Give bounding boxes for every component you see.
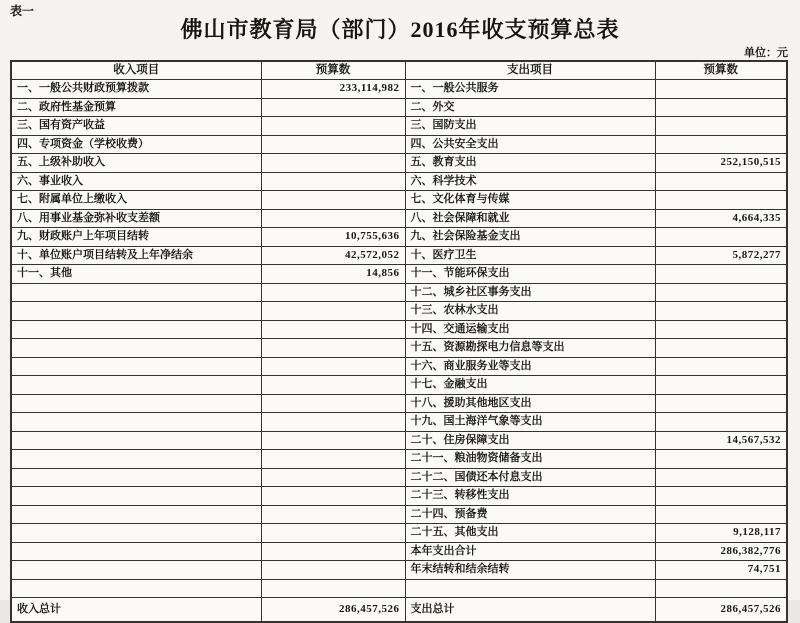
expense-amount-cell xyxy=(655,191,787,210)
income-item-cell: 三、国有资产收益 xyxy=(11,117,261,136)
income-item-cell xyxy=(11,542,261,561)
table-row xyxy=(11,339,787,358)
table-row xyxy=(11,376,787,395)
income-item-cell xyxy=(11,431,261,450)
total-row xyxy=(11,598,787,623)
expense-amount-cell xyxy=(655,450,787,469)
header-income-budget: 预算数 xyxy=(261,61,405,80)
table-row xyxy=(11,468,787,487)
expense-item-cell: 十三、农林水支出 xyxy=(405,302,655,321)
expense-item-cell: 二、外交 xyxy=(405,98,655,117)
table-row xyxy=(11,265,787,284)
expense-item-cell: 十二、城乡社区事务支出 xyxy=(405,283,655,302)
income-amount-cell xyxy=(261,191,405,210)
income-item-cell: 十一、其他 xyxy=(11,265,261,284)
expense-amount-cell xyxy=(655,339,787,358)
table-row xyxy=(11,357,787,376)
income-item-cell xyxy=(11,376,261,395)
income-item-cell xyxy=(11,357,261,376)
expense-item-cell: 三、国防支出 xyxy=(405,117,655,136)
income-amount-cell xyxy=(261,357,405,376)
table-body xyxy=(11,80,787,598)
expense-item-cell: 十八、援助其他地区支出 xyxy=(405,394,655,413)
income-item-cell xyxy=(11,339,261,358)
expense-amount-cell xyxy=(655,357,787,376)
income-item-cell: 四、专项资金（学校收费） xyxy=(11,135,261,154)
expense-amount-cell xyxy=(655,487,787,506)
table-row xyxy=(11,80,787,99)
table-row xyxy=(11,542,787,561)
expense-amount-cell xyxy=(655,579,787,598)
income-item-cell: 六、事业收入 xyxy=(11,172,261,191)
header-row xyxy=(11,61,787,80)
expense-amount-cell: 14,567,532 xyxy=(655,431,787,450)
table-row xyxy=(11,246,787,265)
income-amount-cell xyxy=(261,154,405,173)
expense-amount-cell xyxy=(655,265,787,284)
income-amount-cell xyxy=(261,283,405,302)
expense-item-cell: 二十五、其他支出 xyxy=(405,524,655,543)
expense-amount-cell xyxy=(655,117,787,136)
income-item-cell xyxy=(11,468,261,487)
income-item-cell: 七、附属单位上缴收入 xyxy=(11,191,261,210)
income-amount-cell xyxy=(261,135,405,154)
expense-amount-cell xyxy=(655,228,787,247)
income-amount-cell xyxy=(261,117,405,136)
income-item-cell xyxy=(11,561,261,580)
expense-amount-cell: 74,751 xyxy=(655,561,787,580)
sheet-label: 表一 xyxy=(10,4,35,18)
income-item-cell xyxy=(11,487,261,506)
expense-amount-cell xyxy=(655,320,787,339)
header-expense-item: 支出项目 xyxy=(405,61,655,80)
expense-amount-cell xyxy=(655,413,787,432)
income-total-amount: 286,457,526 xyxy=(261,598,405,623)
income-amount-cell xyxy=(261,339,405,358)
expense-item-cell: 六、科学技术 xyxy=(405,172,655,191)
expense-amount-cell xyxy=(655,302,787,321)
header-income-item: 收入项目 xyxy=(11,61,261,80)
income-amount-cell xyxy=(261,561,405,580)
expense-amount-cell xyxy=(655,468,787,487)
expense-amount-cell: 286,382,776 xyxy=(655,542,787,561)
income-item-cell xyxy=(11,524,261,543)
expense-amount-cell: 4,664,335 xyxy=(655,209,787,228)
expense-item-cell: 十七、金融支出 xyxy=(405,376,655,395)
income-amount-cell: 14,856 xyxy=(261,265,405,284)
income-amount-cell xyxy=(261,487,405,506)
expense-item-cell: 七、文化体育与传媒 xyxy=(405,191,655,210)
expense-item-cell: 十五、资源勘探电力信息等支出 xyxy=(405,339,655,358)
expense-amount-cell xyxy=(655,80,787,99)
expense-amount-cell xyxy=(655,98,787,117)
income-item-cell: 十、单位账户项目结转及上年净结余 xyxy=(11,246,261,265)
income-amount-cell xyxy=(261,524,405,543)
expense-total-label: 支出总计 xyxy=(405,598,655,623)
expense-item-cell: 十九、国土海洋气象等支出 xyxy=(405,413,655,432)
table-row xyxy=(11,191,787,210)
table-row xyxy=(11,228,787,247)
expense-item-cell: 二十二、国债还本付息支出 xyxy=(405,468,655,487)
table-row xyxy=(11,98,787,117)
expense-item-cell: 二十一、粮油物资储备支出 xyxy=(405,450,655,469)
expense-amount-cell xyxy=(655,394,787,413)
income-item-cell: 五、上级补助收入 xyxy=(11,154,261,173)
expense-item-cell: 二十三、转移性支出 xyxy=(405,487,655,506)
income-amount-cell xyxy=(261,450,405,469)
income-item-cell xyxy=(11,505,261,524)
table-row xyxy=(11,154,787,173)
unit-note: 单位：元 xyxy=(744,47,788,59)
table-row xyxy=(11,283,787,302)
income-item-cell xyxy=(11,413,261,432)
income-item-cell xyxy=(11,450,261,469)
income-item-cell: 八、用事业基金弥补收支差额 xyxy=(11,209,261,228)
income-item-cell xyxy=(11,320,261,339)
income-amount-cell: 10,755,636 xyxy=(261,228,405,247)
income-amount-cell xyxy=(261,505,405,524)
table-row xyxy=(11,320,787,339)
table-row xyxy=(11,431,787,450)
income-amount-cell xyxy=(261,376,405,395)
table-row xyxy=(11,561,787,580)
expense-amount-cell xyxy=(655,172,787,191)
table-row xyxy=(11,524,787,543)
expense-amount-cell xyxy=(655,283,787,302)
expense-item-cell: 十、医疗卫生 xyxy=(405,246,655,265)
income-amount-cell xyxy=(261,320,405,339)
expense-total-amount: 286,457,526 xyxy=(655,598,787,623)
expense-item-cell xyxy=(405,579,655,598)
expense-amount-cell xyxy=(655,135,787,154)
income-amount-cell: 42,572,052 xyxy=(261,246,405,265)
income-item-cell xyxy=(11,579,261,598)
income-amount-cell xyxy=(261,413,405,432)
income-item-cell xyxy=(11,283,261,302)
expense-item-cell: 十四、交通运输支出 xyxy=(405,320,655,339)
table-row xyxy=(11,413,787,432)
income-amount-cell: 233,114,982 xyxy=(261,80,405,99)
expense-item-cell: 本年支出合计 xyxy=(405,542,655,561)
income-amount-cell xyxy=(261,98,405,117)
income-amount-cell xyxy=(261,394,405,413)
income-amount-cell xyxy=(261,302,405,321)
expense-item-cell: 十一、节能环保支出 xyxy=(405,265,655,284)
income-total-label: 收入总计 xyxy=(11,598,261,623)
table-row xyxy=(11,135,787,154)
table-row xyxy=(11,117,787,136)
expense-amount-cell xyxy=(655,505,787,524)
table-row xyxy=(11,505,787,524)
table-row xyxy=(11,172,787,191)
budget-table xyxy=(10,60,788,623)
income-item-cell: 一、一般公共财政预算拨款 xyxy=(11,80,261,99)
income-item-cell: 二、政府性基金预算 xyxy=(11,98,261,117)
table-row xyxy=(11,302,787,321)
expense-item-cell: 五、教育支出 xyxy=(405,154,655,173)
table-row xyxy=(11,394,787,413)
expense-item-cell: 二十、住房保障支出 xyxy=(405,431,655,450)
page-title: 佛山市教育局（部门）2016年收支预算总表 xyxy=(180,17,620,42)
income-amount-cell xyxy=(261,579,405,598)
table-row xyxy=(11,579,787,598)
expense-item-cell: 一、一般公共服务 xyxy=(405,80,655,99)
income-amount-cell xyxy=(261,468,405,487)
expense-item-cell: 八、社会保障和就业 xyxy=(405,209,655,228)
income-amount-cell xyxy=(261,209,405,228)
income-item-cell: 九、财政账户上年项目结转 xyxy=(11,228,261,247)
table-row xyxy=(11,450,787,469)
income-amount-cell xyxy=(261,431,405,450)
expense-item-cell: 十六、商业服务业等支出 xyxy=(405,357,655,376)
expense-item-cell: 九、社会保险基金支出 xyxy=(405,228,655,247)
expense-item-cell: 四、公共安全支出 xyxy=(405,135,655,154)
income-amount-cell xyxy=(261,172,405,191)
income-item-cell xyxy=(11,302,261,321)
table-row xyxy=(11,209,787,228)
expense-item-cell: 年末结转和结余结转 xyxy=(405,561,655,580)
income-amount-cell xyxy=(261,542,405,561)
expense-amount-cell: 9,128,117 xyxy=(655,524,787,543)
header-expense-budget: 预算数 xyxy=(655,61,787,80)
income-item-cell xyxy=(11,394,261,413)
table-row xyxy=(11,487,787,506)
expense-item-cell: 二十四、预备费 xyxy=(405,505,655,524)
expense-amount-cell xyxy=(655,376,787,395)
expense-amount-cell: 5,872,277 xyxy=(655,246,787,265)
expense-amount-cell: 252,150,515 xyxy=(655,154,787,173)
